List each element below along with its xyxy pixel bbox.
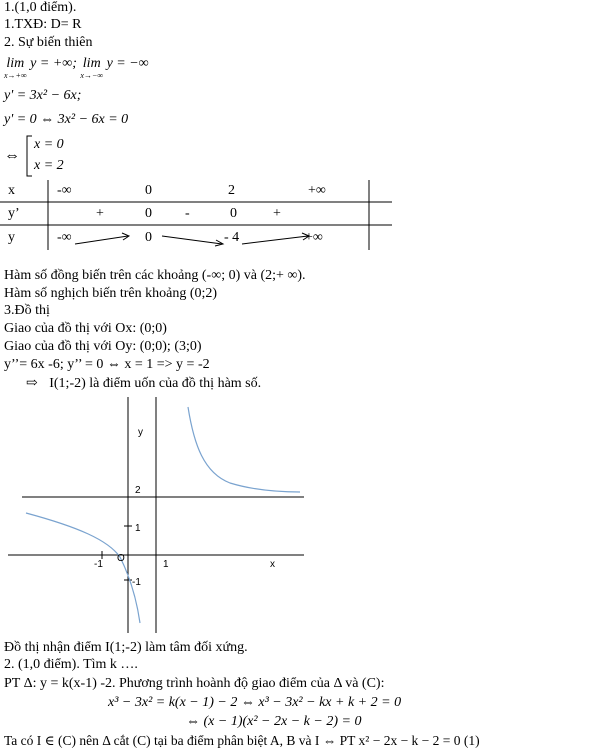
- line-decreasing: Hàm số nghịch biến trên khoảng (0;2): [4, 286, 218, 301]
- line-symmetry: Đồ thị nhận điểm I(1;-2) làm tâm đối xứng.: [4, 640, 248, 655]
- line-equation-1: x³ − 3x² = k(x − 1) − 2 ⇔ x³ − 3x² − kx + k + 2 = 0: [108, 695, 402, 710]
- vt-yp-label: y’: [8, 206, 20, 221]
- graph-tick-m1: -1: [132, 577, 141, 588]
- graph-tick-1: 1: [135, 523, 141, 534]
- line-line-equation: PT Δ: y = k(x-1) -2. Phương trình hoành độ giao điểm của Δ và (C):: [4, 676, 385, 691]
- vt-y-label: y: [8, 230, 15, 245]
- line-derivative: y' = 3x² − 6x;: [4, 88, 82, 103]
- line-equation-2: ⇔ (x − 1)(x² − 2x − k − 2) = 0: [186, 714, 362, 729]
- line-limits: lim x→+∞ y = +∞; lim x→−∞ y = −∞: [4, 56, 149, 80]
- vt-x-v1: -∞: [57, 183, 72, 198]
- line-conclusion: Ta có I ∈ (C) nên Δ cắt (C) tại ba điểm phân biệt A, B và I ⇔ PT x² − 2x − k − 2 = 0 (1): [4, 733, 480, 748]
- line-oy-intersection: Giao của đồ thị với Oy: (0;0); (3;0): [4, 339, 202, 354]
- graph-tick-xm1: -1: [94, 559, 103, 570]
- function-graph: [8, 395, 308, 635]
- line-derivative-zero: y' = 0 ⇔ 3x² − 6x = 0: [4, 112, 129, 127]
- vt-yp-s3: +: [273, 206, 281, 221]
- bracket-icon: [24, 135, 34, 177]
- graph-x-label: x: [270, 559, 275, 570]
- vt-y-v4: +∞: [305, 230, 323, 245]
- line-second-derivative: y’’= 6x -6; y’’ = 0 ⇔ x = 1 => y = -2: [4, 357, 210, 372]
- vt-yp-s2: -: [185, 206, 190, 221]
- vt-y-v1: -∞: [57, 230, 72, 245]
- line-graph-heading: 3.Đồ thị: [4, 303, 50, 318]
- line-increasing: Hàm số đồng biến trên các khoảng (-∞; 0) và (2;+ ∞).: [4, 268, 306, 283]
- graph-origin: O: [117, 553, 125, 564]
- roots-system: ⇔ x = 0 x = 2: [4, 135, 64, 177]
- line-part2: 2. (1,0 điểm). Tìm k ….: [4, 657, 138, 672]
- limit-b: lim x→−∞: [80, 56, 104, 80]
- vt-x-v3: 2: [228, 183, 235, 198]
- vt-x-v4: +∞: [308, 183, 326, 198]
- root-1: x = 0: [34, 137, 64, 152]
- implies-arrow-icon: ⇨: [26, 376, 38, 391]
- vt-yp-z2: 0: [230, 206, 237, 221]
- vt-x-v2: 0: [145, 183, 152, 198]
- line-ox-intersection: Giao của đồ thị với Ox: (0;0): [4, 321, 167, 336]
- vt-y-v3: - 4: [224, 230, 240, 245]
- graph-y-label: y: [138, 427, 143, 438]
- line-variation-heading: 2. Sự biến thiên: [4, 35, 93, 50]
- line-inflection: ⇨ I(1;-2) là điểm uốn của đồ thị hàm số.: [26, 376, 262, 391]
- graph-tick-2: 2: [135, 485, 141, 496]
- graph-tick-x1: 1: [163, 559, 169, 570]
- vt-yp-s1: +: [96, 206, 104, 221]
- variation-table: [0, 180, 392, 250]
- line-domain: 1.TXĐ: D= R: [4, 17, 82, 32]
- line-part1: 1.(1,0 điểm).: [4, 0, 77, 15]
- vt-y-v2: 0: [145, 230, 152, 245]
- root-2: x = 2: [34, 158, 64, 173]
- vt-x-label: x: [8, 183, 15, 198]
- vt-yp-z1: 0: [145, 206, 152, 221]
- limit-a: lim x→+∞: [4, 56, 27, 80]
